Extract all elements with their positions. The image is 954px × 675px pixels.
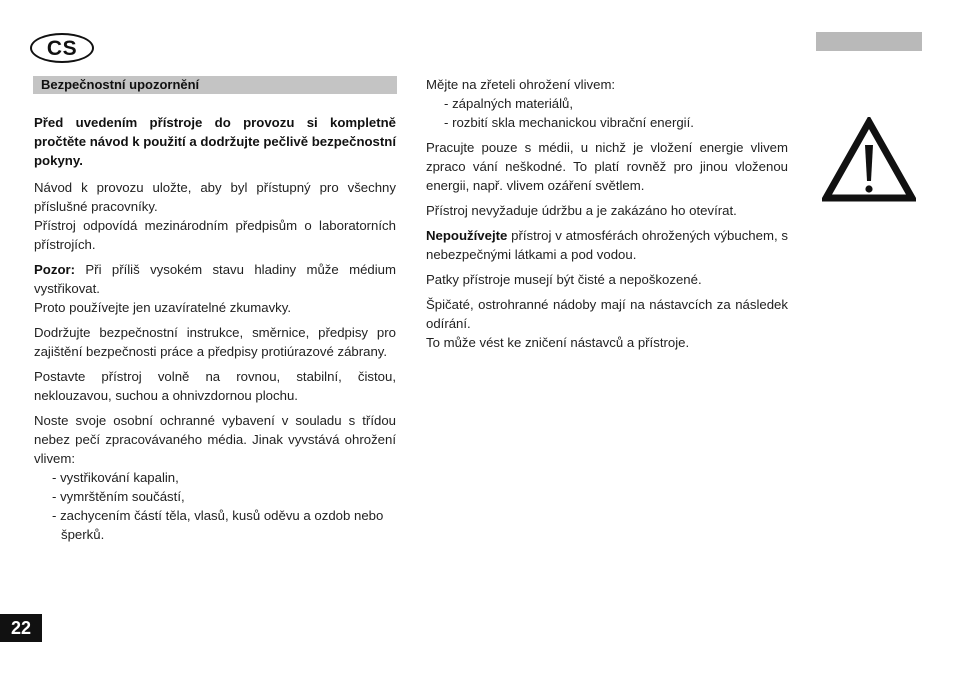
language-code: CS bbox=[46, 36, 78, 60]
caution-paragraph bbox=[34, 260, 396, 317]
caution-text: Při příliš vysokém stavu hladiny může médium vystřikovat. bbox=[34, 262, 396, 296]
paragraph-line: Špičaté, ostrohranné nádoby mají na nástavcích za následek odírání. bbox=[426, 297, 788, 331]
paragraph-maintenance: Přístroj nevyžaduje údržbu a je zakázáno ho otevírat. bbox=[426, 203, 737, 218]
caution-line: Proto používejte jen uzavíratelné zkumavky. bbox=[34, 300, 292, 315]
paragraph-line: Návod k provozu uložte, aby byl přístupný pro všechny příslušné pracovníky. bbox=[34, 180, 396, 214]
caution-label: Pozor: bbox=[34, 262, 76, 277]
paragraph-media: Pracujte pouze s médii, u nichž je vložení energie vlivem zpraco vání neškodné. To platí rovněž pro jinou vloženou energii, např. vlivem ozáření světlem. bbox=[426, 140, 788, 193]
list-item: - rozbití skla mechanickou vibrační energií. bbox=[426, 113, 788, 132]
paragraph-sharp-vessels bbox=[426, 295, 788, 352]
list-item: - vystřikování kapalin, bbox=[34, 468, 396, 487]
paragraph-feet: Patky přístroje musejí být čisté a nepoškozené. bbox=[426, 272, 702, 287]
section-heading: Bezpečnostní upozornění bbox=[33, 76, 397, 94]
list-item: - zachycením částí těla, vlasů, kusů oděvu a ozdob nebo šperků. bbox=[34, 506, 396, 544]
left-column bbox=[34, 113, 396, 550]
hazard-list bbox=[34, 468, 396, 544]
paragraph-placement: Postavte přístroj volně na rovnou, stabilní, čistou, neklouzavou, suchou a ohnivzdornou plochu. bbox=[34, 369, 396, 403]
language-badge bbox=[30, 33, 94, 63]
list-item: - zápalných materiálů, bbox=[426, 94, 788, 113]
paragraph-do-not-use bbox=[426, 226, 788, 264]
chapter-tab-marker bbox=[816, 32, 922, 51]
paragraph-safety-instructions: Dodržujte bezpečnostní instrukce, směrnice, předpisy pro zajištění bezpečnosti práce a předpisy protiúrazové zábrany. bbox=[34, 325, 396, 359]
page-number: 22 bbox=[0, 614, 42, 642]
paragraph-line: Přístroj odpovídá mezinárodním předpisům o laboratorních přístrojích. bbox=[34, 218, 396, 252]
right-column bbox=[426, 75, 788, 358]
do-not-use-label: Nepoužívejte bbox=[426, 228, 508, 243]
intro-paragraph: Před uvedením přístroje do provozu si kompletně pročtěte návod k použití a dodržujte pečlivě bezpečnostní pokyny. bbox=[34, 115, 396, 168]
hazard-list bbox=[426, 94, 788, 132]
paragraph-hazards: Mějte na zřeteli ohrožení vlivem: bbox=[426, 77, 616, 92]
do-not-use-text: přístroj v atmosférách ohrožených výbuchem, s nebezpečnými látkami a pod vodou. bbox=[426, 228, 788, 262]
list-item: - vymrštěním součástí, bbox=[34, 487, 396, 506]
paragraph-line: To může vést ke zničení nástavců a přístroje. bbox=[426, 335, 690, 350]
paragraph-manual-storage bbox=[34, 178, 396, 254]
paragraph-protective-equipment: Noste svoje osobní ochranné vybavení v souladu s třídou nebez pečí zpracovávaného média. Jinak vyvstává ohrožení vlivem: bbox=[34, 413, 396, 466]
warning-triangle-icon bbox=[822, 117, 916, 203]
